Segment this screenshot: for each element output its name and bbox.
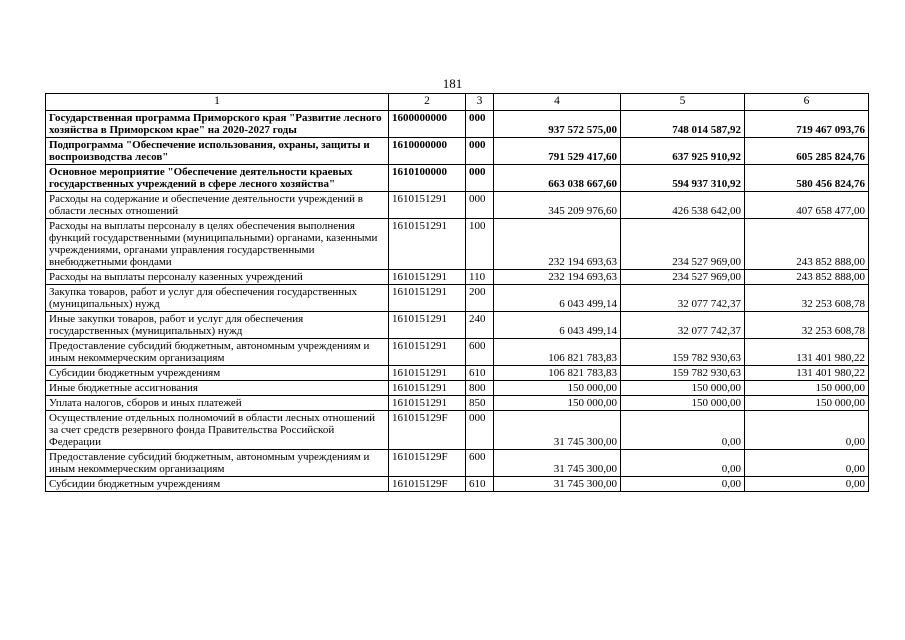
target-code-cell: 1610151291 — [389, 381, 466, 396]
row-name-cell: Субсидии бюджетным учреждениям — [46, 366, 389, 381]
page-number: 181 — [442, 76, 463, 91]
amount-col6-cell: 719 467 093,76 — [745, 111, 869, 138]
amount-col4-cell: 150 000,00 — [494, 396, 621, 411]
expense-type-cell: 000 — [466, 138, 494, 165]
amount-col4-cell: 31 745 300,00 — [494, 411, 621, 450]
amount-col6-cell: 32 253 608,78 — [745, 285, 869, 312]
amount-col5-cell: 637 925 910,92 — [621, 138, 745, 165]
column-header-1: 1 — [46, 94, 389, 111]
column-header-6: 6 — [745, 94, 869, 111]
expense-type-cell: 240 — [466, 312, 494, 339]
row-name-cell: Иные бюджетные ассигнования — [46, 381, 389, 396]
amount-col4-cell: 663 038 667,60 — [494, 165, 621, 192]
target-code-cell: 1610151291 — [389, 192, 466, 219]
table-row — [46, 339, 869, 366]
table-row — [46, 270, 869, 285]
target-code-cell: 1610151291 — [389, 285, 466, 312]
amount-col4-cell: 150 000,00 — [494, 381, 621, 396]
row-name-cell: Расходы на содержание и обеспечение деятельности учреждений в области лесных отношений — [46, 192, 389, 219]
row-name-cell: Субсидии бюджетным учреждениям — [46, 477, 389, 492]
column-header-4: 4 — [494, 94, 621, 111]
target-code-cell: 1610151291 — [389, 396, 466, 411]
row-name-cell: Расходы на выплаты персоналу казенных учреждений — [46, 270, 389, 285]
amount-col4-cell: 232 194 693,63 — [494, 219, 621, 270]
amount-col4-cell: 31 745 300,00 — [494, 450, 621, 477]
amount-col4-cell: 106 821 783,83 — [494, 339, 621, 366]
row-name-cell: Закупка товаров, работ и услуг для обеспечения государственных (муниципальных) нужд — [46, 285, 389, 312]
target-code-cell: 1610151291 — [389, 270, 466, 285]
amount-col6-cell: 0,00 — [745, 411, 869, 450]
amount-col4-cell: 937 572 575,00 — [494, 111, 621, 138]
amount-col6-cell: 150 000,00 — [745, 381, 869, 396]
table-row — [46, 219, 869, 270]
amount-col5-cell: 159 782 930,63 — [621, 339, 745, 366]
amount-col6-cell: 32 253 608,78 — [745, 312, 869, 339]
expense-type-cell: 000 — [466, 192, 494, 219]
target-code-cell: 1610000000 — [389, 138, 466, 165]
row-name-cell: Предоставление субсидий бюджетным, автономным учреждениям и иным некоммерческим организациям — [46, 450, 389, 477]
expense-type-cell: 200 — [466, 285, 494, 312]
budget-table — [45, 93, 869, 492]
table-row — [46, 411, 869, 450]
expense-type-cell: 600 — [466, 450, 494, 477]
expense-type-cell: 800 — [466, 381, 494, 396]
amount-col4-cell: 232 194 693,63 — [494, 270, 621, 285]
amount-col6-cell: 243 852 888,00 — [745, 219, 869, 270]
amount-col5-cell: 0,00 — [621, 477, 745, 492]
amount-col6-cell: 150 000,00 — [745, 396, 869, 411]
amount-col5-cell: 594 937 310,92 — [621, 165, 745, 192]
expense-type-cell: 000 — [466, 111, 494, 138]
target-code-cell: 161015129F — [389, 411, 466, 450]
table-row — [46, 165, 869, 192]
amount-col6-cell: 580 456 824,76 — [745, 165, 869, 192]
table-row — [46, 450, 869, 477]
amount-col4-cell: 31 745 300,00 — [494, 477, 621, 492]
target-code-cell: 1600000000 — [389, 111, 466, 138]
row-name-cell: Иные закупки товаров, работ и услуг для обеспечения государственных (муниципальных) нужд — [46, 312, 389, 339]
amount-col4-cell: 6 043 499,14 — [494, 285, 621, 312]
column-header-2: 2 — [389, 94, 466, 111]
amount-col6-cell: 0,00 — [745, 450, 869, 477]
expense-type-cell: 000 — [466, 411, 494, 450]
amount-col5-cell: 32 077 742,37 — [621, 285, 745, 312]
target-code-cell: 1610151291 — [389, 366, 466, 381]
target-code-cell: 1610151291 — [389, 339, 466, 366]
target-code-cell: 1610151291 — [389, 219, 466, 270]
expense-type-cell: 610 — [466, 477, 494, 492]
amount-col6-cell: 243 852 888,00 — [745, 270, 869, 285]
expense-type-cell: 850 — [466, 396, 494, 411]
amount-col4-cell: 791 529 417,60 — [494, 138, 621, 165]
amount-col6-cell: 407 658 477,00 — [745, 192, 869, 219]
amount-col6-cell: 131 401 980,22 — [745, 366, 869, 381]
expense-type-cell: 100 — [466, 219, 494, 270]
amount-col5-cell: 426 538 642,00 — [621, 192, 745, 219]
row-name-cell: Предоставление субсидий бюджетным, автономным учреждениям и иным некоммерческим организациям — [46, 339, 389, 366]
target-code-cell: 1610151291 — [389, 312, 466, 339]
expense-type-cell: 610 — [466, 366, 494, 381]
column-header-3: 3 — [466, 94, 494, 111]
amount-col6-cell: 0,00 — [745, 477, 869, 492]
amount-col6-cell: 605 285 824,76 — [745, 138, 869, 165]
amount-col6-cell: 131 401 980,22 — [745, 339, 869, 366]
amount-col5-cell: 150 000,00 — [621, 381, 745, 396]
amount-col5-cell: 0,00 — [621, 411, 745, 450]
row-name-cell: Осуществление отдельных полномочий в области лесных отношений за счет средств резервного фонда Правительства Российской Федерации — [46, 411, 389, 450]
expense-type-cell: 110 — [466, 270, 494, 285]
amount-col5-cell: 32 077 742,37 — [621, 312, 745, 339]
amount-col4-cell: 345 209 976,60 — [494, 192, 621, 219]
amount-col4-cell: 6 043 499,14 — [494, 312, 621, 339]
table-row — [46, 192, 869, 219]
amount-col4-cell: 106 821 783,83 — [494, 366, 621, 381]
amount-col5-cell: 234 527 969,00 — [621, 219, 745, 270]
row-name-cell: Уплата налогов, сборов и иных платежей — [46, 396, 389, 411]
target-code-cell: 161015129F — [389, 450, 466, 477]
target-code-cell: 1610100000 — [389, 165, 466, 192]
row-name-cell: Подпрограмма "Обеспечение использования, охраны, защиты и воспроизводства лесов" — [46, 138, 389, 165]
table-row — [46, 396, 869, 411]
target-code-cell: 161015129F — [389, 477, 466, 492]
table-row — [46, 477, 869, 492]
expense-type-cell: 000 — [466, 165, 494, 192]
row-name-cell: Основное мероприятие "Обеспечение деятельности краевых государственных учреждений в сфере лесного хозяйства" — [46, 165, 389, 192]
column-header-5: 5 — [621, 94, 745, 111]
table-row — [46, 138, 869, 165]
table-header-row — [46, 94, 869, 111]
amount-col5-cell: 234 527 969,00 — [621, 270, 745, 285]
amount-col5-cell: 748 014 587,92 — [621, 111, 745, 138]
table-row — [46, 312, 869, 339]
amount-col5-cell: 150 000,00 — [621, 396, 745, 411]
table-row — [46, 285, 869, 312]
table-row — [46, 381, 869, 396]
row-name-cell: Расходы на выплаты персоналу в целях обеспечения выполнения функций государственными (муниципальными) органами, казенными учреждениями, органами управления государственными внебюджетными фондами — [46, 219, 389, 270]
amount-col5-cell: 0,00 — [621, 450, 745, 477]
expense-type-cell: 600 — [466, 339, 494, 366]
row-name-cell: Государственная программа Приморского края "Развитие лесного хозяйства в Приморском крае" на 2020-2027 годы — [46, 111, 389, 138]
amount-col5-cell: 159 782 930,63 — [621, 366, 745, 381]
table-row — [46, 111, 869, 138]
table-row — [46, 366, 869, 381]
